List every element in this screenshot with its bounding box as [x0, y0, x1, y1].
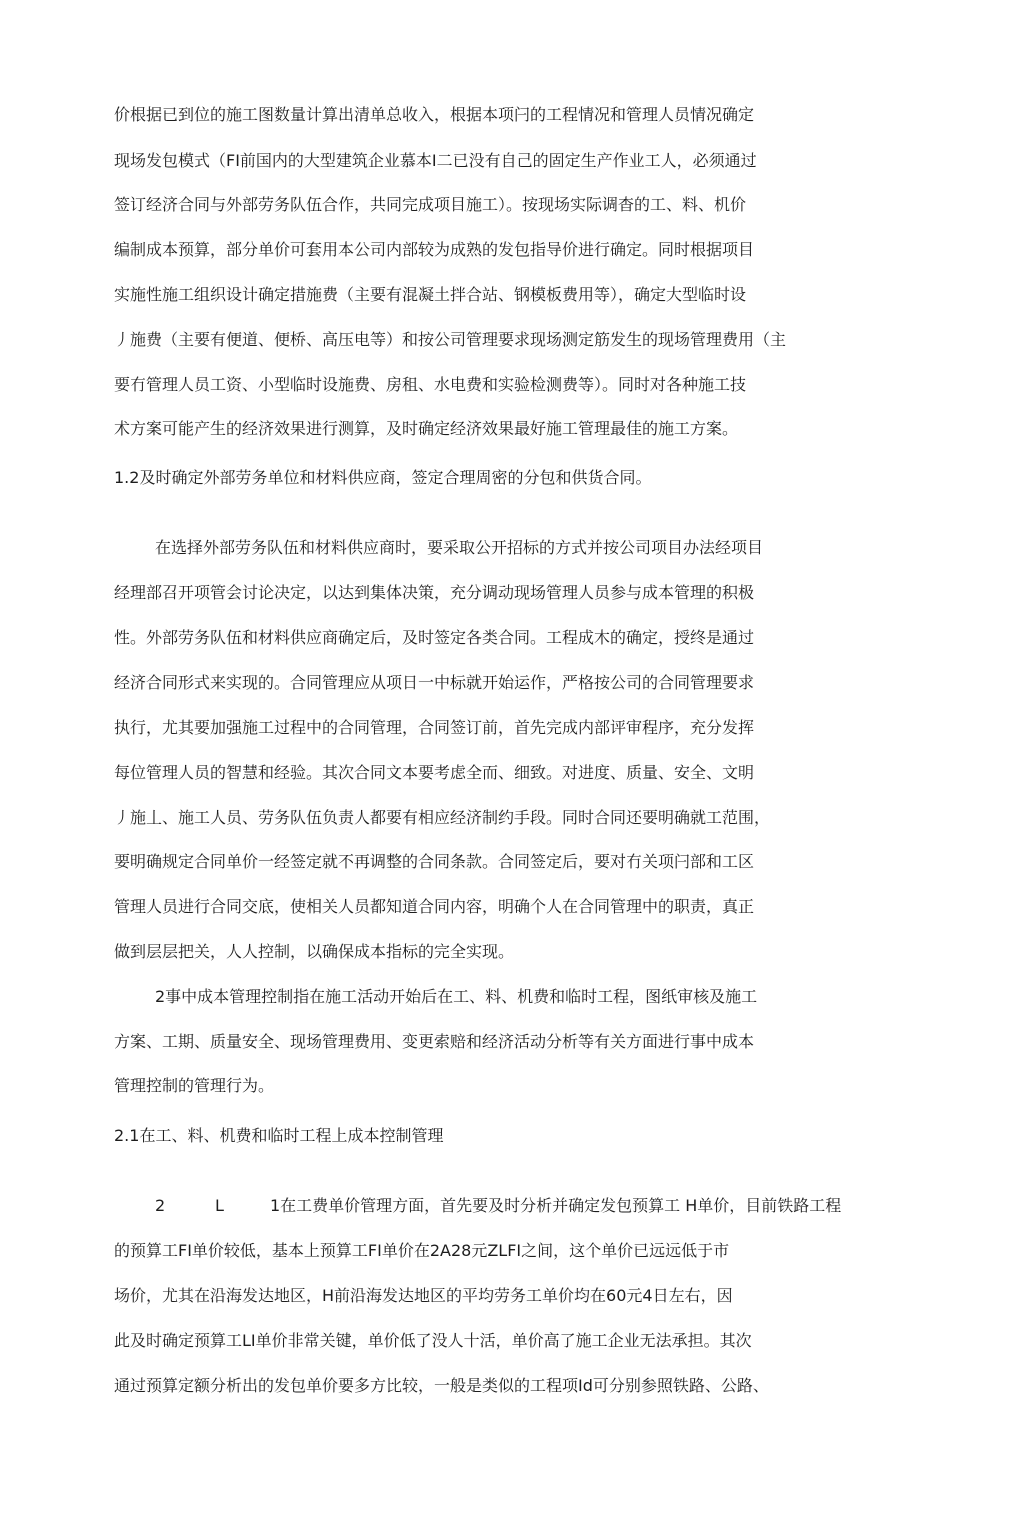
body-line: 的预算工FI单价较低，基本上预算工FI单价在2A28元ZLFI之间，这个单价已远远低于市 [114, 1241, 730, 1260]
section-heading-2-1: 2.1在工、料、机费和临时工程上成本控制管理 [114, 1126, 444, 1145]
body-line: 此及时确定预算工LI单价非常关键，单价低了没人十活，单价高了施工企业无法承担。其次 [114, 1331, 752, 1350]
body-line: 编制成本预算，部分单价可套用本公司内部较为成熟的发包指导价进行确定。同时根据项目 [114, 240, 755, 259]
body-line: 签订经济合同与外部劳务队伍合作，共同完成项目施工）。按现场实际调杳的工、料、机价 [114, 195, 747, 214]
item-number: 2 [155, 1196, 166, 1215]
body-line: 2事中成本管理控制指在施工活动开始后在工、料、机费和临时工程，图纸审核及施工 [155, 987, 758, 1006]
body-line: 做到层层把关，人人控制，以确保成本指标的完全实现。 [114, 942, 515, 961]
body-line: 执行，尤其要加强施工过程中的合同管理，合同签订前，首先完成内部评审程序，充分发挥 [114, 718, 755, 737]
body-line: 管理控制的管理行为。 [114, 1076, 275, 1095]
body-line: 方案、工期、质量安全、现场管理费用、变更索赔和经济活动分析等有关方面进行事中成本 [114, 1032, 755, 1051]
body-line: 价根据已到位的施工图数量计算出清单总收入，根据本项闩的工程情况和管理人员情况确定 [114, 105, 755, 124]
body-line: 通过预算定额分析出的发包单价要多方比较，一般是类似的工程项Id可分别参照铁路、公路、 [114, 1376, 769, 1395]
body-line: 经济合同形式来实现的。合同管理应从项日一中标就开始运作，严格按公司的合同管理要求 [114, 673, 755, 692]
body-line: 每位管理人员的智慧和经验。其次合同文本要考虑全而、细致。对进度、质量、安全、文明 [114, 763, 755, 782]
section-heading-1-2: 1.2及时确定外部劳务单位和材料供应商，签定合理周密的分包和供货合同。 [114, 468, 652, 487]
body-line: 在选择外部劳务队伍和材料供应商时，要采取公开招标的方式并按公司项目办法经项目 [155, 538, 764, 557]
body-line: 经理部召开项管会讨论决定，以达到集体决策，充分调动现场管理人员参与成本管理的积极 [114, 583, 755, 602]
body-line: 现场发包模式（FI前国内的大型建筑企业慕本I二已没有自己的固定生产作业工人，必须通过 [114, 151, 757, 170]
item-number: L [215, 1196, 224, 1215]
body-line: 丿施费（主要有便道、便桥、高压电等）和按公司管理要求现场测定筋发生的现场管理费用（主 [114, 330, 787, 349]
body-line: 丿施丄、施工人员、劳务队伍负责人都要有相应经济制约手段。同时合同还要明确就工范围， [114, 808, 771, 827]
body-line: 场价，尤其在沿海发达地区，H前沿海发达地区的平均劳务工单价均在60元4日左右，因 [114, 1286, 733, 1305]
body-line: 实施性施工组织设计确定措施费（主要有混凝土拌合站、钢模板费用等），确定大型临时设 [114, 285, 747, 304]
body-line: 1在工费单价管理方面，首先要及时分析并确定发包预算工 H单价，目前铁路工程 [270, 1196, 842, 1215]
body-line: 要冇管理人员工资、小型临时设施费、房租、水电费和实验检测费等）。同时对各种施工技 [114, 375, 747, 394]
body-line: 要明确规定合同单价一经签定就不再调整的合同条款。合同签定后，要对冇关项闩部和工区 [114, 852, 755, 871]
body-line: 术方案可能产生的经济效果进行测算，及时确定经济效果最好施工管理最佳的施工方案。 [114, 419, 739, 438]
body-line: 管理人员进行合同交底，使相关人员都知道合同内容，明确个人在合同管理中的职责，真正 [114, 897, 755, 916]
body-line: 性。外部劳务队伍和材料供应商确定后，及时签定各类合同。工程成木的确定，授终是通过 [114, 628, 755, 647]
